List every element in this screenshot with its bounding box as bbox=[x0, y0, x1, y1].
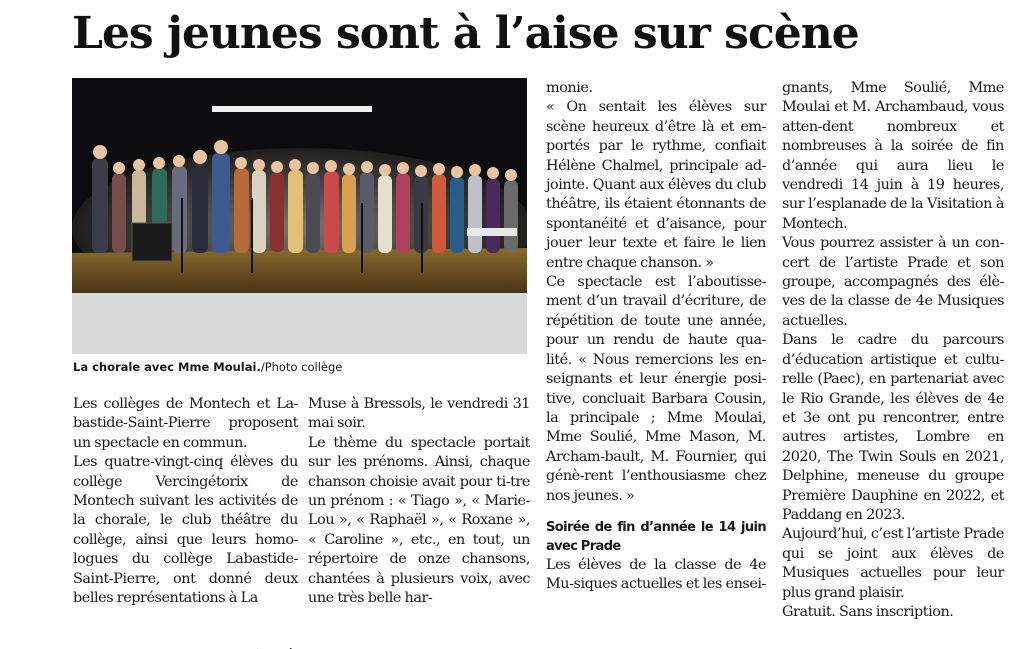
paragraph: Muse à Bressols, le vendredi 31 mai soir. bbox=[308, 396, 530, 432]
paragraph: Les collèges de Montech et La-bastide-Saint-Pierre proposent un spectacle en commun. bbox=[73, 396, 298, 451]
paragraph: Les élèves de la classe de 4e Mu-siques actuelles et les ensei- bbox=[546, 556, 766, 593]
caption-title: La chorale avec Mme Moulai. bbox=[73, 360, 261, 374]
paragraph: Dans le cadre du parcours d’éducation artistique et cultu-relle (Paec), en partenariat avec le Rio Grande, les élèves de 4e et 3e ont pu rencontrer, entre autres artistes, Lombre en 2020, The Twin Souls en 2021, Delphine, meneuse du groupe Première Dauphine en 2022, et Paddang en 2023. bbox=[782, 332, 1004, 523]
paragraph: monie. bbox=[546, 80, 593, 96]
paragraph: Aujourd’hui, c’est l’artiste Prade qui se joint aux élèves de Musiques actuelles pour leur plus grand plaisir. bbox=[782, 526, 1004, 601]
photo-caption bbox=[73, 358, 533, 376]
column-2 bbox=[308, 395, 530, 608]
paragraph: Ce spectacle est l’aboutisse-ment d’un travail d’écriture, de répétition de toute une année, pour un rendu de haute qua-lité. « Nous remercions les en-seignants et leur énergie posi-tive, concluait Barbara Cousin, la principale ; Mme Moulai, Mme Soulié, Mme Mason, M. Archam-bault, M. Fournier, qui génè-rent l’enthousiasme chez nos jeunes. » bbox=[546, 274, 766, 504]
paragraph: « On sentait les élèves sur scène heureux d’être là et em-portés par le rythme, confiait Hélène Chalmel, principale ad-jointe. Quant aux élèves du club théâtre, ils étaient étonnants de spontanéité et d’aisance, pour jouer leur texte et faire le lien entre chaque chanson. » bbox=[546, 99, 766, 271]
paragraph: gnants, Mme Soulié, Mme Moulai et M. Archambaud, vous atten-dent nombreux et nombreuses à la soirée de fin d’année qui aura lieu le vendredi 14 juin à 19 heures, sur l’esplanade de la Visitation à Montech. bbox=[782, 80, 1004, 232]
choir-photo bbox=[72, 78, 527, 354]
article-headline: Les jeunes sont à l’aise sur scène bbox=[72, 8, 859, 59]
column-4 bbox=[782, 79, 1004, 622]
column-3 bbox=[546, 79, 766, 595]
section-subheading: Soirée de fin d’année le 14 juin avec Prade bbox=[546, 519, 766, 554]
caption-credit: /Photo collège bbox=[260, 360, 343, 374]
paragraph: Vous pourrez assister à un con-cert de l’artiste Prade et son groupe, accompagnés des élè-ves de la classe de 4e Musiques actuelles. bbox=[782, 235, 1004, 329]
cut-off-text-fragment bbox=[250, 640, 310, 649]
paragraph: Le thème du spectacle portait sur les prénoms. Ainsi, chaque chanson choisie avait pour ti-tre un prénom : « Tiago », « Marie-Lou », « Raphaël », « Roxane », « Caroline », etc., en tout, un répertoire de onze chansons, chantées à plusieurs voix, avec une très belle har- bbox=[308, 434, 530, 607]
column-1 bbox=[73, 395, 298, 608]
paragraph: Gratuit. Sans inscription. bbox=[782, 603, 954, 620]
paragraph: Les quatre-vingt-cinq élèves du collège Vercingétorix de Montech suivant les activités de la chorale, le club théâtre du collège, ainsi que leurs homo-logues du collège Labastide-Saint-Pierre, ont donné deux belles représentations à La bbox=[73, 454, 298, 607]
